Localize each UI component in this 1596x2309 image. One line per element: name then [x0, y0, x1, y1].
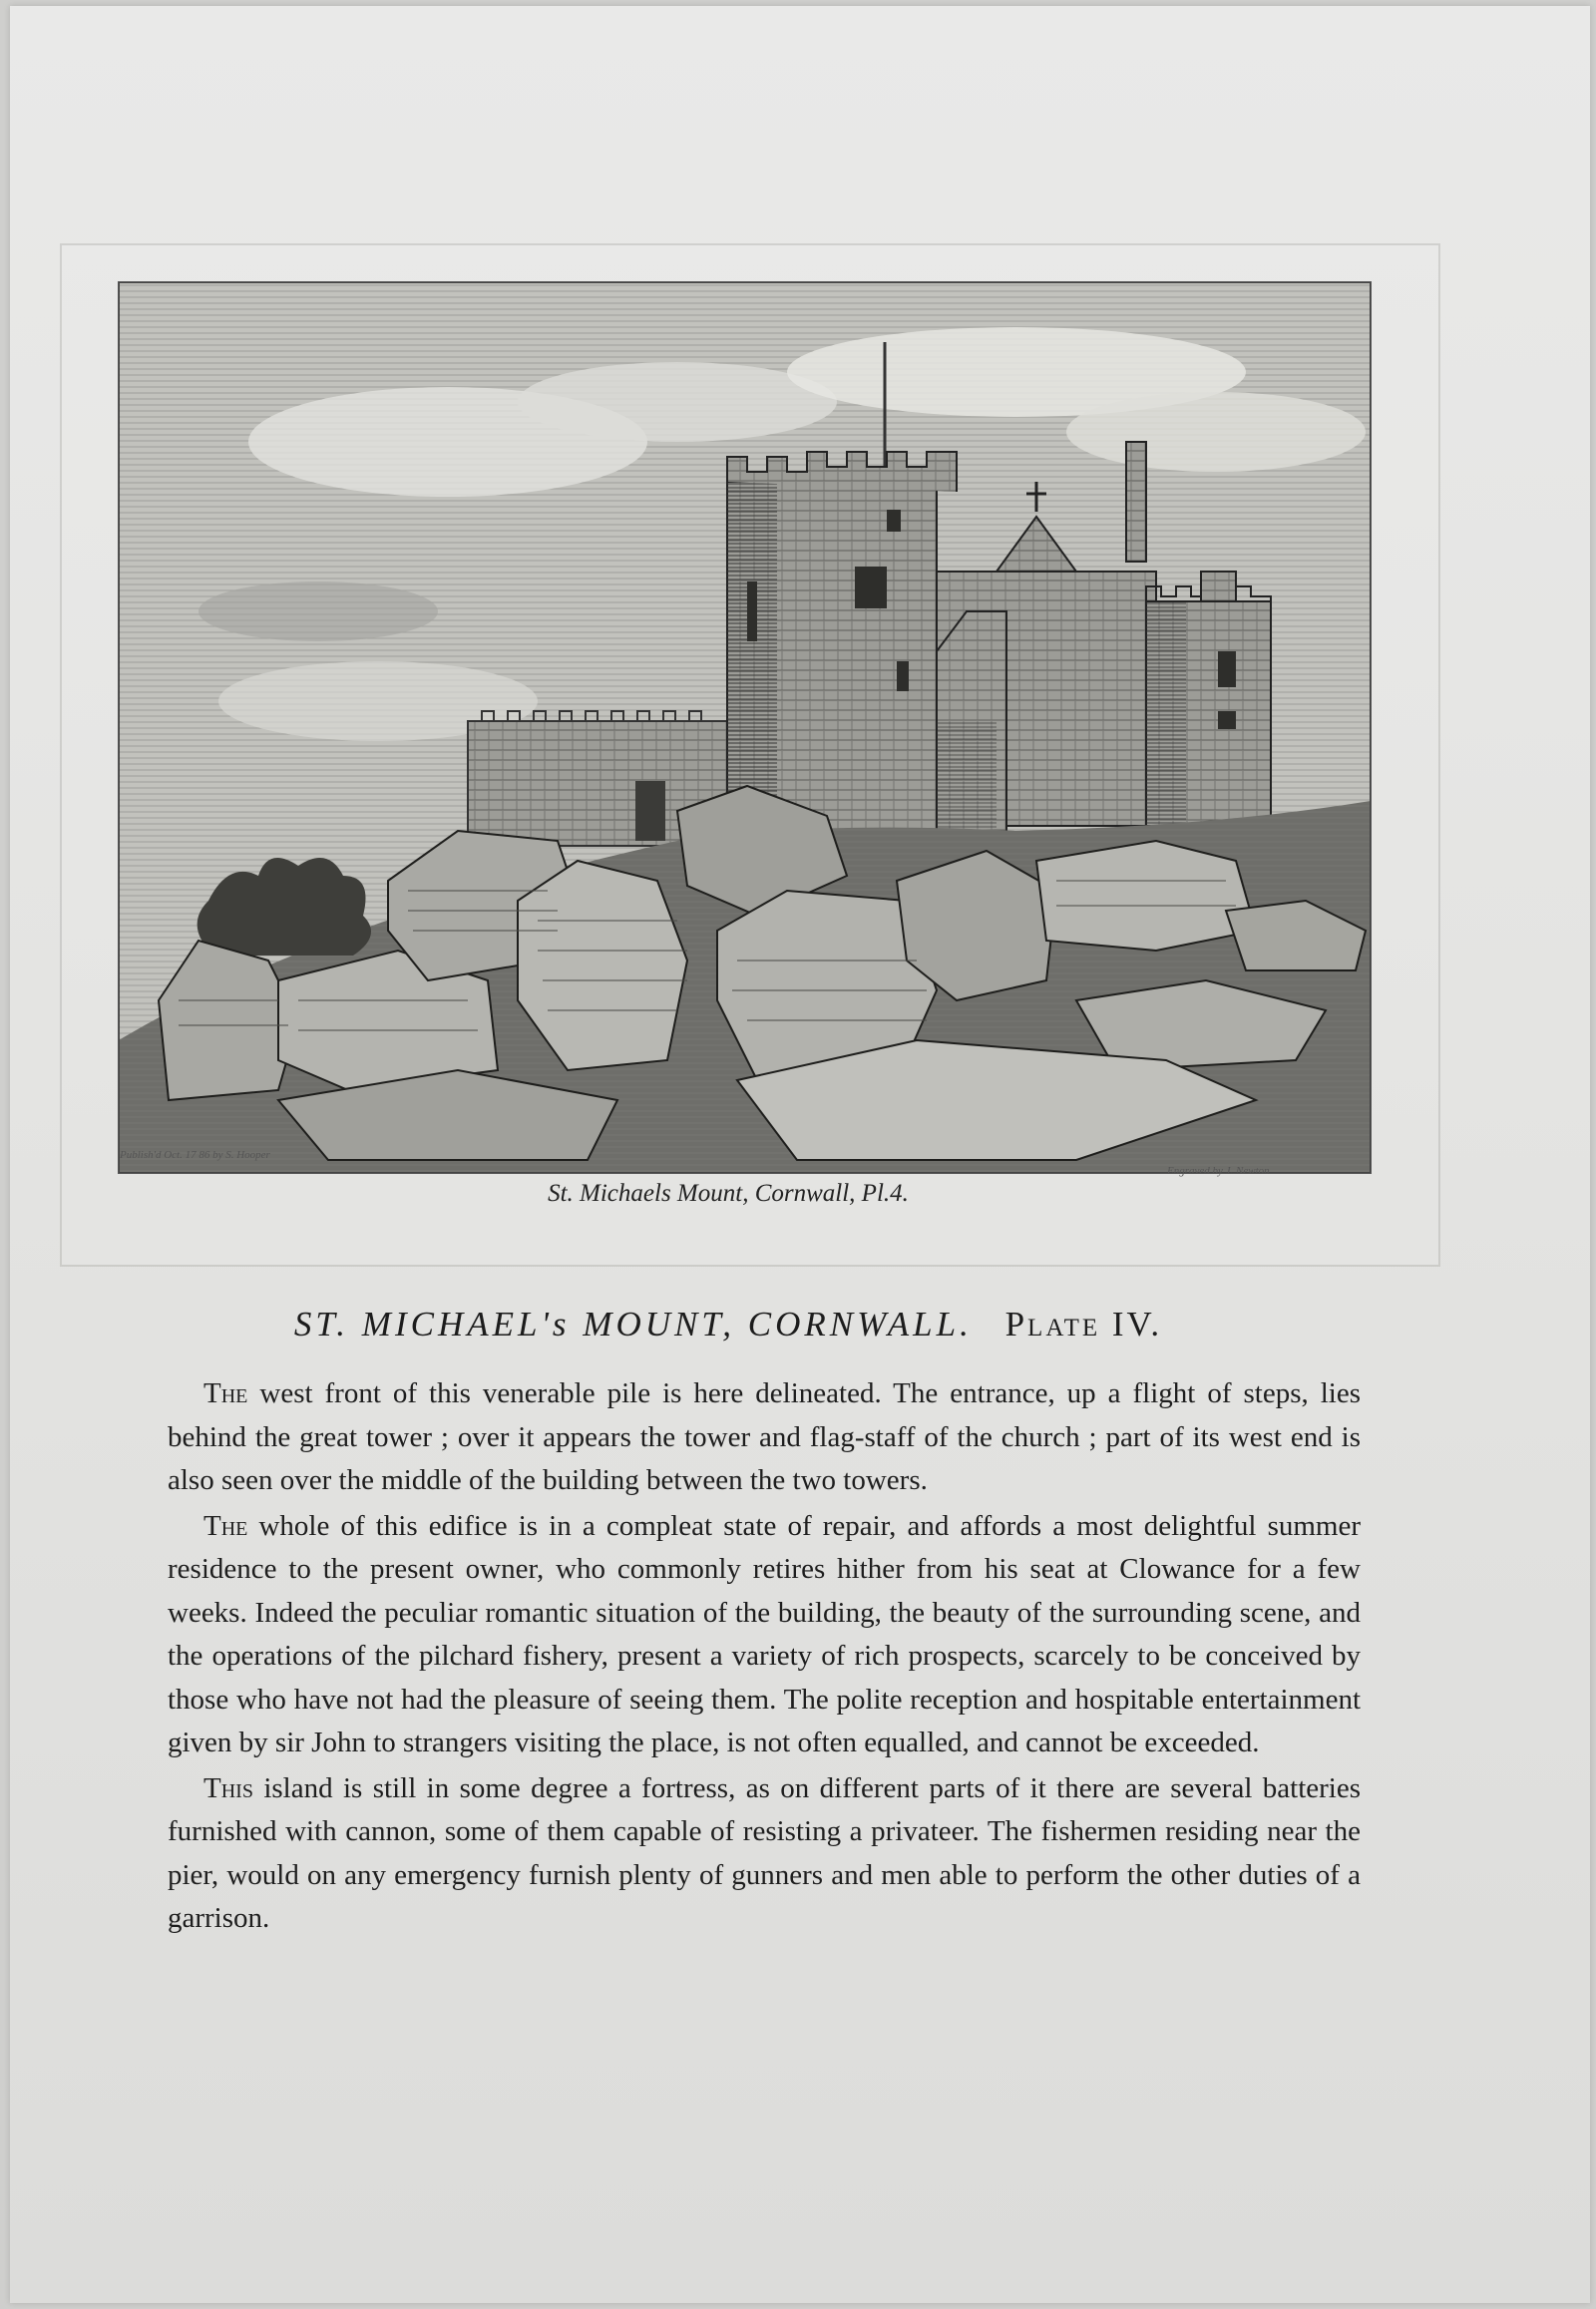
paragraph-text: island is still in some degree a fortress, as on different parts of it there are several batteries furnished with cannon, some of them capable of resisting a privateer. The fishermen residing near the pier, would on any emergency furnish plenty of gunners and men able to perform the other duties of a garrison.	[168, 1771, 1361, 1934]
paragraph-text: west front of this venerable pile is here delineated. The entrance, up a flight of steps, lies behind the great tower ; over it appears the tower and flag-staff of the church ; part of its west end is also seen over the middle of the building between the two towers.	[168, 1377, 1361, 1496]
paragraph-lead: The	[203, 1377, 248, 1409]
article-body	[168, 1372, 1361, 1941]
engraver-note: Engraved by J. Newton	[1167, 1165, 1270, 1177]
engraving-illustration	[118, 281, 1372, 1174]
paragraph-lead: This	[203, 1771, 253, 1804]
paragraph	[168, 1372, 1361, 1503]
paragraph-text: whole of this edifice is in a compleat state of repair, and affords a most delightful summer residence to the present owner, who commonly retires hither from his seat at Clowance for a few weeks. Indeed the peculiar romantic situation of the building, the beauty of the surrounding scene, and the operations of the pilchard fishery, present a variety of rich prospects, scarcely to be conceived by those who have not had the pleasure of seeing them. The polite reception and hospitable entertainment given by sir John to strangers visiting the place, is not often equalled, and cannot be exceeded.	[168, 1509, 1362, 1758]
article-title: ST. MICHAEL's MOUNT, CORNWALL.	[293, 1305, 973, 1344]
page	[10, 6, 1590, 2303]
paragraph	[168, 1767, 1361, 1941]
plate-caption: St. Michaels Mount, Cornwall, Pl.4.	[548, 1180, 909, 1207]
publisher-note: Publish'd Oct. 17 86 by S. Hooper	[120, 1149, 270, 1161]
castle-engraving	[119, 282, 1371, 1173]
paragraph	[168, 1505, 1361, 1765]
page-title	[10, 1305, 1446, 1345]
paragraph-lead: The	[203, 1509, 248, 1542]
plate-label: Plate IV.	[1004, 1305, 1163, 1344]
